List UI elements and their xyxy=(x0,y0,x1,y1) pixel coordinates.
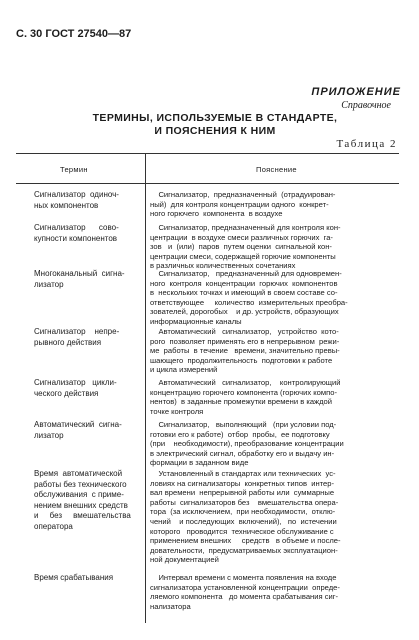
table-label: Таблица 2 xyxy=(336,138,397,150)
term-cell: Сигнализатор цикли- ческого действия xyxy=(34,378,117,398)
explanation-cell: Сигнализатор, выполняющий (при условии под- готовки его к работе) отбор пробы, ее подготовку (при необходимости), преобразование концентрации в электрический сигнал, обработку его и выдачу ин- формации в заданном виде xyxy=(150,420,344,468)
term-cell: Автоматический сигна- лизатор xyxy=(34,420,122,440)
explanation-cell: Автоматический сигнализатор, устройство кото- рого позволяет применять его в непрерывном режи- ме работы в течение времени, значительно превы- шающего продолжительность подготовки к работе и цикла измерений xyxy=(150,327,340,375)
column-header-term: Термин xyxy=(60,165,88,174)
explanation-cell: Сигнализатор, предназначенный для одновремен- ного контроля концентрации горючих компонентов в нескольких точках и имеющий в своем составе со- ответствующее количество измерительных преобра- зователей, дорогобых и др. устройств, образующих информационные каналы xyxy=(150,269,348,326)
section-heading-line-1: ТЕРМИНЫ, ИСПОЛЬЗУЕМЫЕ В СТАНДАРТЕ, xyxy=(92,112,338,124)
explanation-cell: Сигнализатор, предназначенный для контроля кон- центрации в воздухе смеси различных горючих га- зов и (или) паров путем оценки сигнальной кон- центрации смеси, содержащей горючие компоненты в различных количественных сочетаниях xyxy=(150,223,341,271)
explanation-cell: Интервал времени с момента появления на входе сигнализатора установленной концентрации опреде- ляемого компонента до момента срабатывания сиг- нализатора xyxy=(150,573,340,611)
appendix-title: ПРИЛОЖЕНИЕ xyxy=(311,86,401,98)
term-cell: Время срабатывания xyxy=(34,573,114,582)
column-header-explanation: Пояснение xyxy=(256,165,297,174)
table-top-rule xyxy=(16,153,399,154)
term-cell: Многоканальный сигна- лизатор xyxy=(34,269,125,289)
term-cell: Сигнализатор сово- купности компонентов xyxy=(34,223,119,243)
explanation-cell: Автоматический сигнализатор, контролирующий концентрацию горючего компонента (горючих компо- нентов) в заданные промежутки времени в каждой точке контроля xyxy=(150,378,341,416)
table-header-rule xyxy=(16,183,399,184)
term-cell: Сигнализатор непре- рывного действия xyxy=(34,327,120,347)
section-heading-line-2: И ПОЯСНЕНИЯ К НИМ xyxy=(154,125,276,137)
term-cell: Время автоматической работы без технического обслуживания с приме- нением внешних средств и без вмешательства оператора xyxy=(34,469,131,531)
appendix-subtitle: Справочное xyxy=(341,100,391,111)
table-column-divider xyxy=(145,153,146,623)
term-cell: Сигнализатор одиноч- ных компонентов xyxy=(34,190,119,210)
explanation-cell: Сигнализатор, предназначенный (отрадуирован- ный) для контроля концентрации одного конкрет- ного горючего компонента в воздухе xyxy=(150,190,336,219)
page-number: С. 30 ГОСТ 27540—87 xyxy=(16,28,132,40)
explanation-cell: Установленный в стандартах или технических ус- ловиях на сигнализаторы конкретных типов интер- вал времени непрерывной работы или суммарные работы сигнализаторов без вмешательства опера- тора (за исключением, при необходимости, отклю- чений и последующих включений), по истечении которого проводится техническое обслуживание с применением внешних средств в объеме и после- довательности, предусматриваемых эксплуатацион- ной документацией xyxy=(150,469,341,565)
